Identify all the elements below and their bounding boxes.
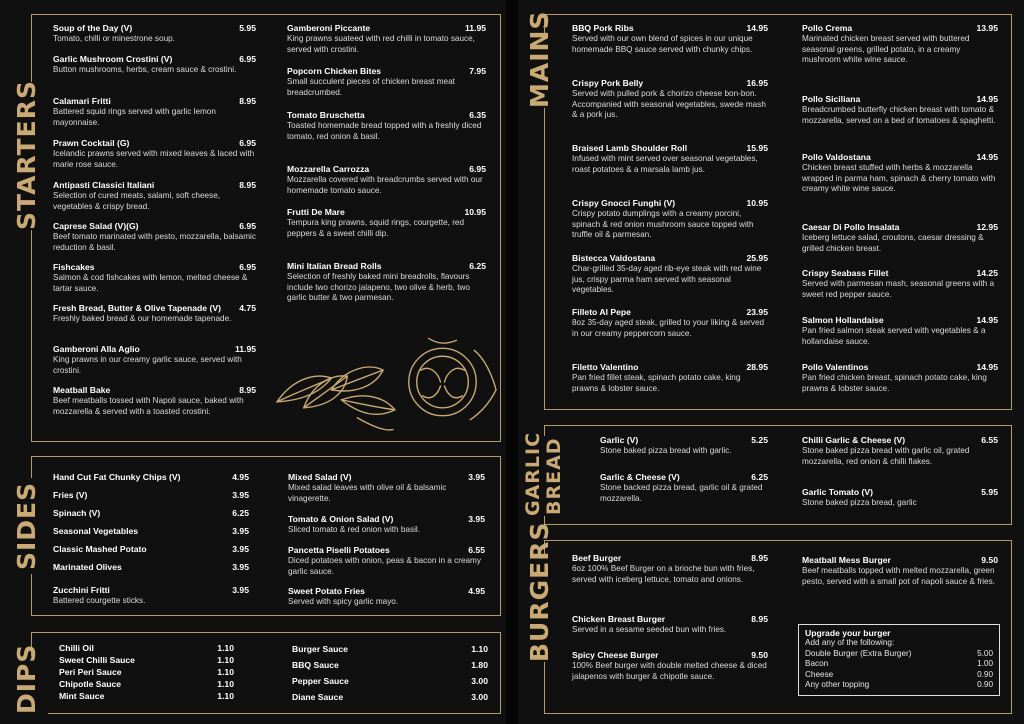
item-name: Chilli Oil — [59, 643, 94, 653]
item-description: Selection of cured meats, salami, soft cheese, vegetables & crispy bread. — [53, 191, 221, 211]
item-price: 14.25 — [976, 268, 998, 278]
item-price: 23.95 — [746, 307, 768, 317]
item-name: Garlic Tomato (V) — [802, 487, 873, 497]
item-name: Chilli Garlic & Cheese (V) — [802, 435, 906, 445]
item-price: 13.95 — [976, 23, 998, 33]
item-price: 6.25 — [469, 261, 486, 271]
garlic-bread-title-line2: BREAD — [543, 437, 565, 515]
item-price: 6.25 — [751, 472, 768, 482]
item-name: Caprese Salad (V)(G) — [53, 221, 139, 231]
item-description: 100% Beef burger with double melted cheese & diced jalapenos with burger & chipotle sauce. — [572, 661, 767, 681]
item-description: Beef tomato marinated with pesto, mozzarella, balsamic reduction & basil. — [53, 232, 256, 252]
item-name: Meatball Mess Burger — [802, 555, 891, 565]
item-description: King prawns suateed with red chilli in tomato sauce, served with crostini. — [287, 34, 475, 54]
item-price: 14.95 — [976, 315, 998, 325]
starter-item — [287, 164, 486, 196]
burger-item — [572, 614, 768, 636]
starter-item — [53, 180, 256, 212]
item-name: Fishcakes — [53, 262, 95, 272]
burger-item — [572, 553, 768, 585]
starters-title: STARTERS — [14, 82, 48, 230]
item-price: 3.00 — [471, 692, 488, 702]
item-name: Pepper Sauce — [292, 676, 349, 686]
item-price: 8.95 — [751, 553, 768, 563]
side-item — [288, 545, 485, 577]
item-name: Zucchini Fritti — [53, 585, 110, 595]
item-name: Garlic & Cheese (V) — [600, 472, 680, 482]
dip-item — [292, 660, 488, 670]
item-name: Pollo Crema — [802, 23, 853, 33]
side-item — [53, 472, 249, 483]
mains-title: MAINS — [527, 38, 561, 108]
item-price: 3.95 — [232, 526, 249, 536]
side-item — [53, 544, 249, 555]
item-price: 3.95 — [232, 585, 249, 595]
starter-item — [53, 138, 256, 170]
item-price: 14.95 — [976, 152, 998, 162]
dip-item — [292, 692, 488, 702]
item-price: 4.95 — [468, 586, 485, 596]
item-description: Served in a sesame seeded bun with fries. — [572, 625, 727, 635]
item-price: 5.95 — [981, 487, 998, 497]
option-name: Cheese — [805, 669, 834, 679]
item-name: Filetto Valentino — [572, 362, 639, 372]
starter-item — [53, 262, 256, 294]
item-description: Pan fried salmon steak served with vegetables & a hollandaise sauce. — [802, 326, 986, 346]
item-name: Garlic (V) — [600, 435, 639, 445]
upgrade-title: Upgrade your burger — [805, 628, 891, 638]
item-description: Beef meatballs topped with melted mozzarella, green pesto, served with a small pot of napoli sauce & fries. — [802, 566, 995, 586]
item-name: Fresh Bread, Butter & Olive Tapenade (V) — [53, 303, 221, 313]
item-price: 10.95 — [464, 207, 486, 217]
upgrade-option — [805, 680, 993, 690]
dip-item — [292, 676, 488, 686]
item-price: 6.35 — [469, 110, 486, 120]
side-item — [53, 526, 249, 537]
main-item — [802, 23, 998, 66]
main-item — [572, 362, 768, 394]
item-price: 1.10 — [471, 644, 488, 654]
starter-item — [53, 385, 256, 417]
garlic-bread-title — [522, 431, 567, 516]
item-description: Mixed salad leaves with olive oil & balsamic vinagerette. — [288, 483, 447, 503]
dip-item — [59, 679, 234, 689]
starter-item — [53, 54, 256, 76]
item-name: Filleto Al Pepe — [572, 307, 631, 317]
item-description: Icelandic prawns served with mixed leaves & laced with marie rose sauce. — [53, 149, 255, 169]
dip-item — [59, 691, 234, 701]
page-gutter — [506, 0, 518, 724]
item-description: Diced potatoes with onion, peas & bacon in a creamy garlic sauce. — [288, 556, 481, 576]
item-price: 1.10 — [217, 691, 234, 701]
item-description: Salmon & cod fishcakes with lemon, melted cheese & tartar sauce. — [53, 273, 248, 293]
item-price: 8.95 — [239, 385, 256, 395]
upgrade-burger-panel — [798, 624, 1000, 696]
item-name: Tomato & Onion Salad (V) — [288, 514, 394, 524]
item-price: 11.95 — [234, 344, 256, 354]
item-name: Seasonal Vegetables — [53, 526, 139, 536]
dip-item — [59, 643, 234, 653]
starter-item — [53, 23, 256, 45]
starter-item — [287, 23, 486, 55]
item-price: 14.95 — [746, 23, 768, 33]
item-name: Fries (V) — [53, 490, 88, 500]
item-name: Marinated Olives — [53, 562, 122, 572]
item-name: Diane Sauce — [292, 692, 344, 702]
item-price: 8.95 — [751, 614, 768, 624]
item-name: Mint Sauce — [59, 691, 105, 701]
item-name: Frutti De Mare — [287, 207, 345, 217]
side-item — [53, 562, 249, 573]
item-price: 14.95 — [976, 362, 998, 372]
item-name: Pollo Valdostana — [802, 152, 871, 162]
item-price: 1.10 — [217, 655, 234, 665]
item-price: 3.95 — [232, 562, 249, 572]
item-description: Served with parmesan mash, seasonal greens with a sweet red pepper sauce. — [802, 279, 995, 299]
item-price: 8.95 — [239, 96, 256, 106]
item-name: Pollo Valentinos — [802, 362, 869, 372]
item-description: Iceberg lettuce salad, croutons, caesar dressing & grilled chicken breast. — [802, 233, 984, 253]
item-price: 3.95 — [468, 514, 485, 524]
item-price: 6.95 — [469, 164, 486, 174]
burger-item — [572, 650, 768, 682]
item-name: Chicken Breast Burger — [572, 614, 666, 624]
item-name: Spicy Cheese Burger — [572, 650, 659, 660]
item-description: Served with pulled pork & chorizo cheese bon-bon. Accompanied with seasonal vegetables, swede mash & a pork jus. — [572, 89, 766, 120]
item-description: Served with spicy garlic mayo. — [288, 597, 399, 607]
item-name: Popcorn Chicken Bites — [287, 66, 382, 76]
item-price: 11.95 — [464, 23, 486, 33]
item-description: Small succulent pieces of chicken breast meat breadcrumbed. — [287, 77, 455, 97]
item-price: 25.95 — [746, 253, 768, 263]
item-price: 28.95 — [746, 362, 768, 372]
item-description: Toasted homemade bread topped with a freshly diced tomato, red onion & basil. — [287, 121, 482, 141]
starter-item — [53, 303, 256, 325]
item-description: Char-grilled 35-day aged rib-eye steak with red wine jus, crispy parma ham served with seasonal vegetables. — [572, 264, 762, 295]
item-price: 6.95 — [239, 138, 256, 148]
main-item — [802, 94, 998, 126]
item-description: King prawns in our creamy garlic sauce, served with crostini. — [53, 355, 242, 375]
upgrade-option — [805, 649, 993, 659]
item-description: Freshly baked bread & our homemade tapenade. — [53, 314, 232, 324]
option-price: 0.90 — [977, 669, 993, 679]
option-name: Any other topping — [805, 679, 870, 689]
item-description: Served with our own blend of spices in our unique homemade BBQ sauce served with chunky chips. — [572, 34, 753, 54]
item-price: 6.95 — [239, 262, 256, 272]
side-item — [53, 508, 249, 519]
sides-title: SIDES — [14, 478, 48, 574]
item-name: Mozzarella Carrozza — [287, 164, 370, 174]
item-price: 5.95 — [239, 23, 256, 33]
option-price: 5.00 — [977, 648, 993, 658]
item-name: Braised Lamb Shoulder Roll — [572, 143, 688, 153]
item-name: Crispy Pork Belly — [572, 78, 644, 88]
dip-item — [59, 667, 234, 677]
item-price: 12.95 — [976, 222, 998, 232]
option-name: Double Burger (Extra Burger) — [805, 648, 912, 658]
item-description: Button mushrooms, herbs, cream sauce & crostini. — [53, 65, 237, 75]
item-description: 6oz 100% Beef Burger on a brioche bun with fries, served with iceberg lettuce, tomato and onions. — [572, 564, 755, 584]
item-name: Pancetta Piselli Potatoes — [288, 545, 390, 555]
item-name: Salmon Hollandaise — [802, 315, 884, 325]
garlic-bread-item — [600, 435, 768, 457]
dip-item — [292, 644, 488, 654]
item-name: Tomato Bruschetta — [287, 110, 365, 120]
item-description: Stone backed pizza bread, garlic oil & grated mozzarella. — [600, 483, 763, 503]
item-price: 6.25 — [232, 508, 249, 518]
starter-item — [287, 110, 486, 142]
garlic-bread-item — [600, 472, 768, 504]
main-item — [572, 198, 768, 241]
item-description: Tempura king prawns, squid rings, courgette, red peppers & a sweet chilli dip. — [287, 218, 465, 238]
starter-item — [53, 344, 256, 376]
side-item — [288, 586, 485, 608]
starter-item — [287, 261, 486, 304]
item-name: Garlic Mushroom Crostini (V) — [53, 54, 173, 64]
item-price: 1.80 — [471, 660, 488, 670]
item-name: Meatball Bake — [53, 385, 111, 395]
item-price: 16.95 — [746, 78, 768, 88]
side-item — [288, 472, 485, 504]
starter-item — [287, 207, 486, 239]
option-price: 1.00 — [977, 659, 993, 669]
item-description: Sliced tomato & red onion with basil. — [288, 525, 420, 535]
item-name: Sweet Chilli Sauce — [59, 655, 135, 665]
item-name: Mixed Salad (V) — [288, 472, 352, 482]
item-price: 7.95 — [469, 66, 486, 76]
item-price: 14.95 — [976, 94, 998, 104]
item-name: BBQ Sauce — [292, 660, 339, 670]
main-item — [802, 315, 998, 347]
item-name: Prawn Cocktail (G) — [53, 138, 130, 148]
main-item — [802, 268, 998, 300]
item-price: 4.95 — [232, 472, 249, 482]
item-description: Stone baked pizza bread with garlic oil, grated mozzarella, red onion & chilli flakes. — [802, 446, 970, 466]
item-name: Sweet Potato Fries — [288, 586, 365, 596]
item-name: Pollo Siciliana — [802, 94, 861, 104]
option-name: Bacon — [805, 659, 829, 669]
item-description: Breadcrumbed butterfly chicken breast with tomato & mozzarella, served on a bed of tomatoes & spaghetti. — [802, 105, 996, 125]
item-price: 3.00 — [471, 676, 488, 686]
item-name: Crispy Gnocci Funghi (V) — [572, 198, 676, 208]
item-name: Bistecca Valdostana — [572, 253, 656, 263]
item-price: 1.10 — [217, 667, 234, 677]
item-name: Caesar Di Pollo Insalata — [802, 222, 900, 232]
item-price: 3.95 — [232, 544, 249, 554]
item-name: Burger Sauce — [292, 644, 348, 654]
item-name: Crispy Seabass Fillet — [802, 268, 889, 278]
item-price: 1.10 — [217, 643, 234, 653]
option-price: 0.90 — [977, 679, 993, 689]
item-description: Mozzarella covered with breadcrumbs served with our homemade tomato sauce. — [287, 175, 483, 195]
upgrade-option — [805, 670, 993, 680]
item-name: Calamari Fritti — [53, 96, 111, 106]
item-name: Hand Cut Fat Chunky Chips (V) — [53, 472, 181, 482]
burgers-title: BURGERS — [527, 558, 561, 662]
item-description: Chicken breast stuffed with herbs & mozzarella wrapped in parma ham, spinach & cherry tomato with creamy white wine sauce. — [802, 163, 996, 194]
item-description: Tomato, chilli or minestrone soup. — [53, 34, 175, 44]
side-item — [53, 490, 249, 501]
dips-title: DIPS — [14, 656, 48, 714]
main-item — [802, 362, 998, 394]
item-name: Soup of the Day (V) — [53, 23, 133, 33]
item-name: Spinach (V) — [53, 508, 101, 518]
main-item — [572, 78, 768, 121]
main-item — [802, 152, 998, 195]
item-description: Pan fried fillet steak, spinach potato cake, king prawns & lobster sauce. — [572, 373, 741, 393]
main-item — [802, 222, 998, 254]
main-item — [572, 307, 768, 339]
burger-item — [802, 555, 998, 587]
main-item — [572, 143, 768, 175]
item-price: 5.25 — [751, 435, 768, 445]
item-description: Battered courgette sticks. — [53, 596, 146, 606]
item-name: Gamberoni Alla Aglio — [53, 344, 140, 354]
side-item — [53, 585, 249, 607]
item-price: 10.95 — [746, 198, 768, 208]
item-name: Peri Peri Sauce — [59, 667, 122, 677]
item-name: Beef Burger — [572, 553, 622, 563]
upgrade-subtitle: Add any of the following: — [805, 638, 895, 648]
item-name: Antipasti Classici Italiani — [53, 180, 155, 190]
item-name: Chipotle Sauce — [59, 679, 122, 689]
item-name: Classic Mashed Potato — [53, 544, 147, 554]
upgrade-option — [805, 659, 993, 669]
item-price: 4.75 — [239, 303, 256, 313]
garlic-bread-title-line1: GARLIC — [522, 431, 544, 516]
item-description: Beef meatballs tossed with Napoli sauce, baked with mozzarella & served with a toasted crostini. — [53, 396, 244, 416]
main-item — [572, 23, 768, 55]
item-name: Mini Italian Bread Rolls — [287, 261, 382, 271]
item-price: 9.50 — [981, 555, 998, 565]
garlic-bread-item — [802, 435, 998, 467]
item-price: 6.55 — [468, 545, 485, 555]
item-price: 6.95 — [239, 54, 256, 64]
item-price: 1.10 — [217, 679, 234, 689]
starter-item — [53, 96, 256, 128]
item-name: Gamberoni Piccante — [287, 23, 371, 33]
garlic-bread-item — [802, 487, 998, 509]
main-item — [572, 253, 768, 296]
item-price: 6.95 — [239, 221, 256, 231]
side-item — [288, 514, 485, 536]
item-description: Infused with mint served over seasonal vegetables, roast potatoes & a marsala lamb jus. — [572, 154, 758, 174]
item-price: 6.55 — [981, 435, 998, 445]
dip-item — [59, 655, 234, 665]
item-name: BBQ Pork Ribs — [572, 23, 634, 33]
item-price: 15.95 — [746, 143, 768, 153]
starter-item — [53, 221, 256, 253]
item-price: 8.95 — [239, 180, 256, 190]
item-description: Stone baked pizza bread, garlic — [802, 498, 917, 508]
item-description: Pan fried chicken breast, spinach potato cake, king prawns & lobster sauce. — [802, 373, 987, 393]
item-description: Battered squid rings served with garlic lemon mayonnaise. — [53, 107, 216, 127]
tomato-basil-illustration — [272, 330, 500, 440]
item-price: 3.95 — [232, 490, 249, 500]
item-price: 9.50 — [751, 650, 768, 660]
item-description: Stone baked pizza bread with garlic. — [600, 446, 732, 456]
starter-item — [287, 66, 486, 98]
item-description: Marinated chicken breast served with buttered seasonal greens, grilled potato, in a creamy mushroom white wine sauce. — [802, 34, 970, 65]
item-price: 3.95 — [468, 472, 485, 482]
item-description: 8oz 35-day aged steak, grilled to your liking & served in our creamy peppercorn sauce. — [572, 318, 765, 338]
item-description: Selection of freshly baked mini breadrolls, flavours include two chorizo jalapeno, two olive & herb, two garlic butter & two parmesan. — [287, 272, 470, 303]
item-description: Crispy potato dumplings with a creamy porcini, spinach & red onion mushroom sauce topped with truffle oil & parmesan. — [572, 209, 754, 240]
